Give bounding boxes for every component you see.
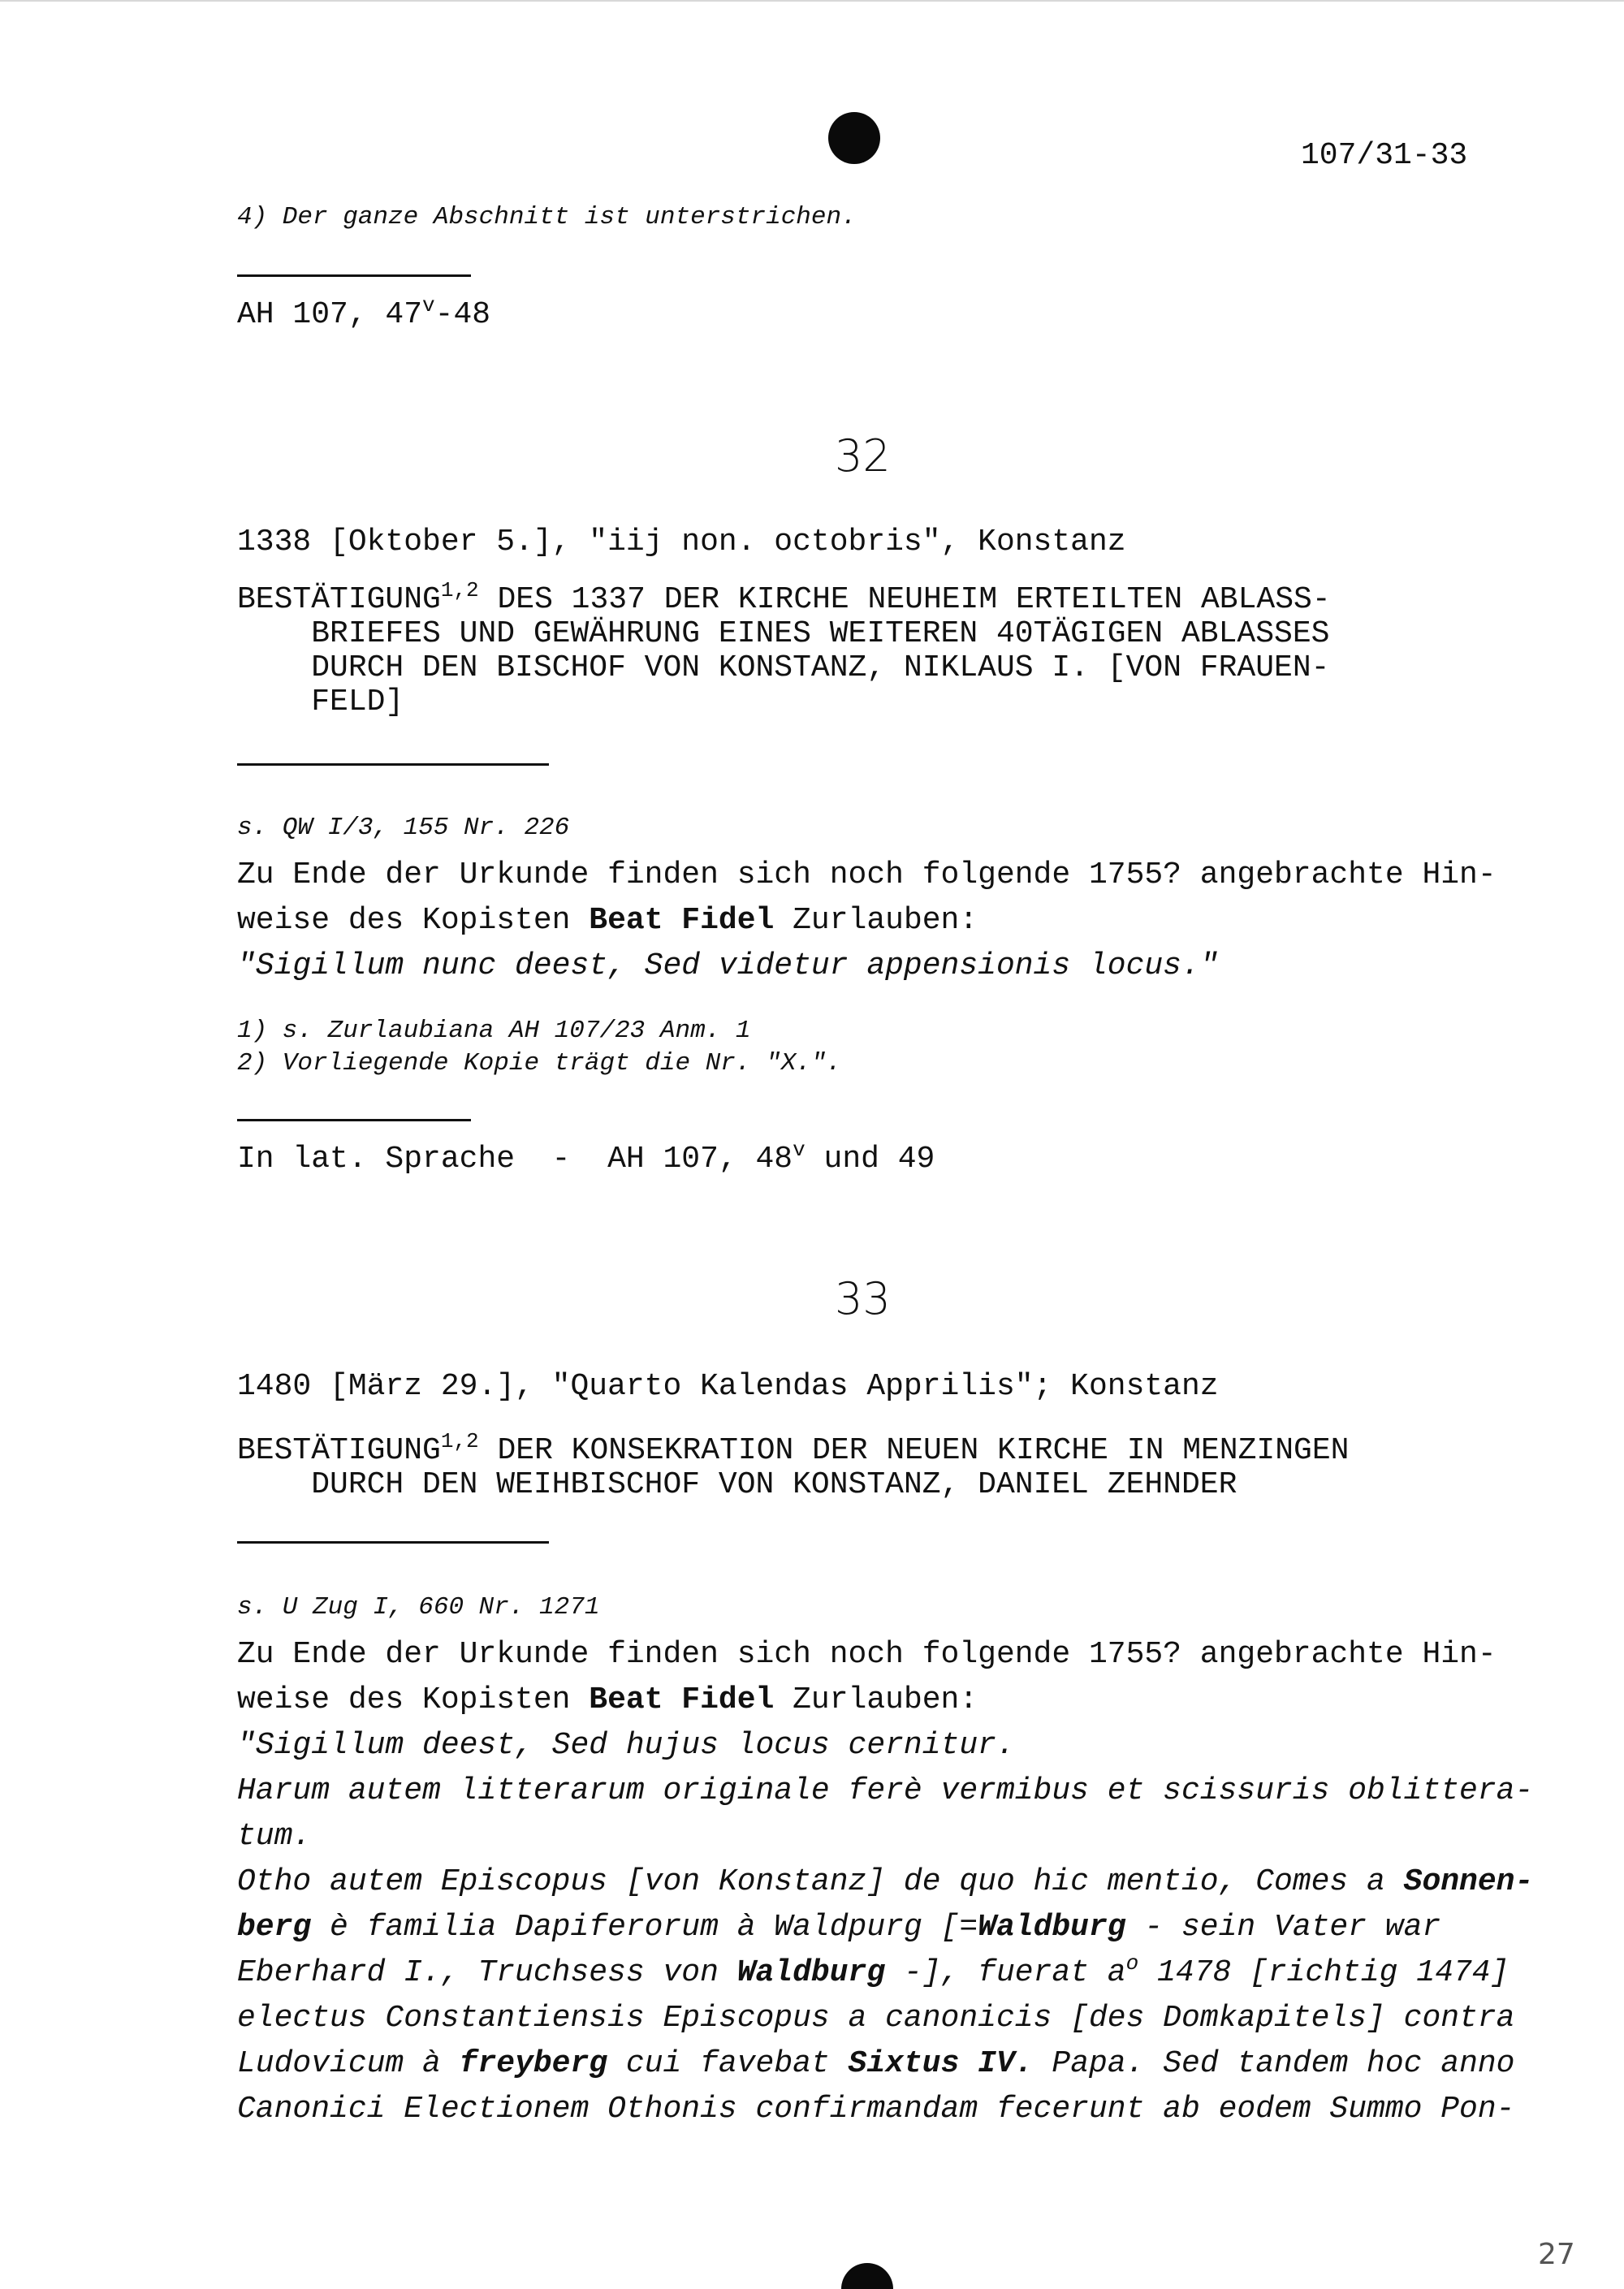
section-32-source: In lat. Sprache - AH 107, 48$^v$ und 49 xyxy=(237,1138,935,1177)
section-number-32: 32 xyxy=(835,430,891,482)
punch-hole-bottom-icon xyxy=(841,2263,893,2289)
section-32-footnotes: 1) s. Zurlaubiana AH 107/23 Anm. 1 2) Vorliegende Kopie trägt die Nr. "X.". xyxy=(237,1017,842,1078)
section-32-note: Zu Ende der Urkunde finden sich noch folgende 1755? angebrachte Hin- weise des Kopisten Beat Fidel Zurlauben: "Sigillum nunc deest, Sed videtur appensionis locus." xyxy=(237,857,1497,983)
section-number-33: 33 xyxy=(835,1273,891,1324)
divider-rule xyxy=(237,1119,471,1121)
section-32-date-line: 1338 [Oktober 5.], "iij non. octobris", Konstanz xyxy=(237,525,1126,559)
footnote-4: 4) Der ganze Abschnitt ist unterstrichen. xyxy=(237,203,857,231)
pencil-page-number: 27 xyxy=(1538,2238,1575,2271)
section-32-title: BESTÄTIGUNG$^{1,2}$ DES 1337 DER KIRCHE NEUHEIM ERTEILTEN ABLASS- BRIEFES UND GEWÄHRUNG EINES WEITEREN 40TÄGIGEN ABLASSES DURCH DEN BISCHOF VON KONSTANZ, NIKLAUS I. [VON FRAUEN- FELD] xyxy=(237,578,1331,719)
section-33-reference: s. U Zug I, 660 Nr. 1271 xyxy=(237,1593,600,1622)
page-reference: 107/31-33 xyxy=(1301,138,1468,173)
divider-rule xyxy=(237,1541,549,1544)
divider-rule xyxy=(237,274,471,277)
section-32-reference: s. QW I/3, 155 Nr. 226 xyxy=(237,814,570,842)
section-33-note: Zu Ende der Urkunde finden sich noch folgende 1755? angebrachte Hin- weise des Kopisten Beat Fidel Zurlauben: "Sigillum deest, Sed hujus locus cernitur. Harum autem litterarum originale ferè vermibus et scissuris oblittera- tum. Otho autem Episcopus [von Konstanz] de quo hic mentio, Comes a Sonnen- berg è familia Dapiferorum à Waldpurg [=Waldburg - sein Vater war Eberhard I., Truchsess von Waldburg -], fuerat $a^o$ 1478 [richtig 1474] electus Constantiensis Episcopus a canonicis [des Domkapitels] contra Ludovicum à freyberg cui favebat Sixtus IV. Papa. Sed tandem hoc anno Canonici Electionem Othonis confirmandam fecerunt ab eodem Summo Pon- xyxy=(237,1637,1534,2127)
scan-edge-line xyxy=(0,0,1624,2)
punch-hole-icon xyxy=(828,112,880,164)
source-reference-1: AH 107, 47$^v$-48 xyxy=(237,293,491,332)
section-33-date-line: 1480 [März 29.], "Quarto Kalendas Apprilis"; Konstanz xyxy=(237,1369,1219,1404)
divider-rule xyxy=(237,763,549,766)
section-33-title: BESTÄTIGUNG$^{1,2}$ DER KONSEKRATION DER NEUEN KIRCHE IN MENZINGEN DURCH DEN WEIHBISCHOF VON KONSTANZ, DANIEL ZEHNDER xyxy=(237,1429,1350,1502)
